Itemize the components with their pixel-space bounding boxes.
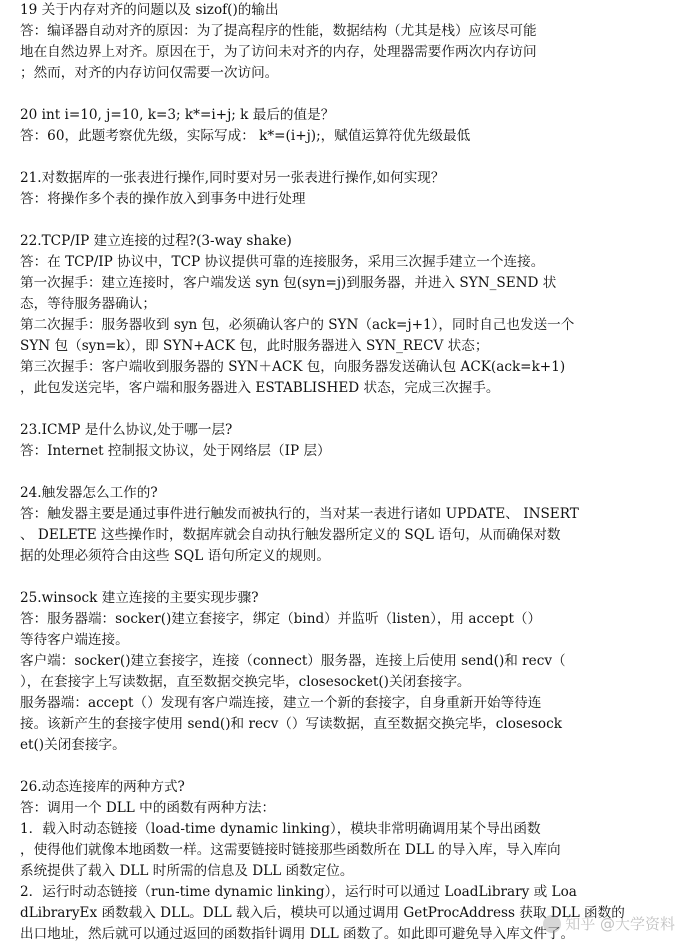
- answer-line: ；然而，对齐的内存访问仅需要一次访问。: [20, 65, 279, 81]
- answer-line: 、 DELETE 这些操作时，数据库就会自动执行触发器所定义的 SQL 语句，从而确保对数: [20, 527, 561, 543]
- answer-line: 地在自然边界上对齐。原因在于，为了访问未对齐的内存，处理器需要作两次内存访问: [20, 44, 537, 60]
- answer-line: 第一次握手：建立连接时，客户端发送 syn 包(syn=j)到服务器，并进入 SYN_SEND 状: [20, 275, 557, 291]
- answer-line: 答：调用一个 DLL 中的函数有两种方法：: [20, 800, 276, 816]
- answer-line: 系统提供了载入 DLL 时所需的信息及 DLL 函数定位。: [20, 863, 354, 879]
- qa-item-22: [20, 231, 673, 399]
- question-title: 26.动态连接库的两种方式?: [20, 779, 185, 795]
- answer-line: ，此包发送完毕，客户端和服务器进入 ESTABLISHED 状态，完成三次握手。: [20, 380, 500, 396]
- answer-line: 答：Internet 控制报文协议，处于网络层（IP 层）: [20, 443, 331, 459]
- qa-item-21: [20, 168, 673, 210]
- answer-line: 答：服务器端：socker()建立套接字，绑定（bind）并监听（listen），用 accept（）: [20, 611, 542, 627]
- answer-line: 答：在 TCP/IP 协议中，TCP 协议提供可靠的连接服务，采用三次握手建立一个连接。: [20, 254, 545, 270]
- qa-item-23: [20, 420, 673, 462]
- answer-line: 1．载入时动态链接（load-time dynamic linking），模块非常明确调用某个导出函数: [20, 821, 541, 837]
- question-title: 20 int i=10, j=10, k=3; k*=i+j; k 最后的值是？: [20, 107, 335, 123]
- question-title: 21.对数据库的一张表进行操作,同时要对另一张表进行操作,如何实现？: [20, 170, 445, 186]
- answer-line: 2．运行时动态链接（run-time dynamic linking），运行时可以通过 LoadLibrary 或 Loa: [20, 884, 577, 900]
- answer-line: 答：编译器自动对齐的原因：为了提高程序的性能，数据结构（尤其是栈）应该尽可能: [20, 23, 537, 39]
- answer-line: SYN 包（syn=k），即 SYN+ACK 包，此时服务器进入 SYN_RECV 状态；: [20, 338, 489, 354]
- question-title: 25.winsock 建立连接的主要实现步骤?: [20, 590, 259, 606]
- answer-line: 服务器端：accept（）发现有客户端连接，建立一个新的套接字，自身重新开始等待连: [20, 695, 542, 711]
- answer-line: ，使得他们就像本地函数一样。这需要链接时链接那些函数所在 DLL 的导入库，导入库向: [20, 842, 561, 858]
- question-title: 24.触发器怎么工作的?: [20, 485, 158, 501]
- answer-line: 出口地址，然后就可以通过返回的函数指针调用 DLL 函数了。如此即可避免导入库文件了。: [20, 926, 575, 942]
- answer-line: 客户端：socker()建立套接字，连接（connect）服务器，连接上后使用 send()和 recv（: [20, 653, 566, 669]
- answer-line: dLibraryEx 函数载入 DLL。DLL 载入后，模块可以通过调用 GetProcAddress 获取 DLL 函数的: [20, 905, 625, 921]
- answer-line: 答：将操作多个表的操作放入到事务中进行处理: [20, 191, 306, 207]
- answer-line: 答：60，此题考察优先级，实际写成： k*=(i+j);，赋值运算符优先级最低: [20, 128, 471, 144]
- question-title: 23.ICMP 是什么协议,处于哪一层?: [20, 422, 233, 438]
- answer-line: 接。该新产生的套接字使用 send()和 recv（）写读数据，直至数据交换完毕，closesock: [20, 716, 562, 732]
- zhihu-logo-icon: [543, 915, 561, 933]
- question-title: 22.TCP/IP 建立连接的过程?(3-way shake): [20, 233, 292, 249]
- question-title: 19 关于内存对齐的问题以及 sizof()的输出: [20, 2, 279, 18]
- qa-item-19: [20, 0, 673, 84]
- answer-line: ），在套接字上写读数据，直至数据交换完毕，closesocket()关闭套接字。: [20, 674, 471, 690]
- answer-line: 第三次握手：客户端收到服务器的 SYN＋ACK 包，向服务器发送确认包 ACK(ack=k+1): [20, 359, 566, 375]
- answer-line: 等待客户端连接。: [20, 632, 129, 648]
- qa-item-25: [20, 588, 673, 756]
- answer-line: 态，等待服务器确认；: [20, 296, 156, 312]
- answer-line: 据的处理必须符合由这些 SQL 语句所定义的规则。: [20, 548, 330, 564]
- watermark: [543, 913, 675, 934]
- watermark-text: 知乎 @大学资料: [565, 915, 675, 933]
- answer-line: 答：触发器主要是通过事件进行触发而被执行的，当对某一表进行诸如 UPDATE、 INSERT: [20, 506, 579, 522]
- answer-line: 第二次握手：服务器收到 syn 包，必须确认客户的 SYN（ack=j+1），同时自己也发送一个: [20, 317, 575, 333]
- answer-line: et()关闭套接字。: [20, 737, 126, 753]
- qa-item-20: [20, 105, 673, 147]
- qa-item-24: [20, 483, 673, 567]
